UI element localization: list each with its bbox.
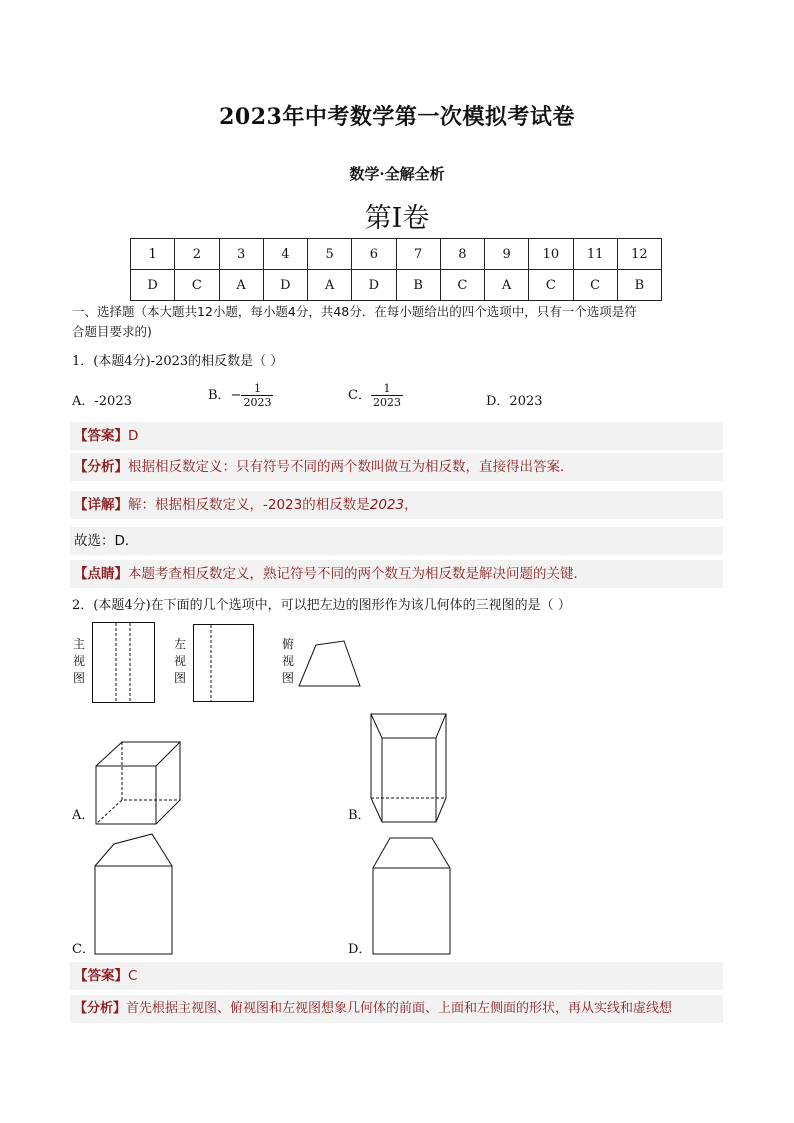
table-cell: 9 — [485, 239, 529, 270]
fraction-numerator: 1 — [253, 382, 261, 395]
table-cell: 6 — [352, 239, 396, 270]
table-cell: 12 — [617, 239, 661, 270]
fraction-denominator: 2023 — [243, 396, 272, 409]
comment-text: 本题考查相反数定义，熟记符号不同的两个数互为相反数是解决问题的关键． — [128, 566, 587, 582]
q1-option-c — [348, 382, 403, 409]
q1-detail — [74, 491, 418, 519]
option-d-figure — [372, 836, 452, 956]
label-char: 左 — [173, 637, 186, 651]
table-cell: 7 — [396, 239, 440, 270]
label-char: 图 — [72, 671, 85, 685]
label-char: 图 — [173, 671, 186, 685]
analysis-text: 首先根据主视图、俯视图和左视图想象几何体的前面、上面和左侧面的形状，再从实线和虚线想 — [126, 1001, 673, 1016]
page-subtitle: 数学·全解全析 — [349, 165, 445, 183]
table-cell: 8 — [440, 239, 484, 270]
analysis-tag: 【分析】 — [74, 1001, 127, 1016]
detail-end: ， — [404, 497, 418, 513]
table-cell: 1 — [131, 239, 175, 270]
q1-choice: 故选：D． — [74, 533, 139, 549]
q1-option-b — [208, 382, 273, 409]
q1-stem: 1．(本题4分)-2023的相反数是（ ） — [72, 354, 284, 369]
option-a-figure — [94, 740, 184, 826]
q2-answer-band — [70, 962, 723, 990]
q2-option-a-label: A． — [72, 808, 95, 823]
left-view-figure — [193, 624, 255, 704]
answer-value: D — [128, 428, 139, 444]
left-view-label — [173, 636, 187, 687]
table-cell: C — [440, 270, 484, 301]
table-cell: B — [396, 270, 440, 301]
q2-analysis — [74, 995, 672, 1023]
q1-choice-band — [70, 527, 723, 555]
table-cell: A — [485, 270, 529, 301]
label-char: 俯 — [281, 637, 294, 651]
table-cell: D — [131, 270, 175, 301]
q2-option-d-label: D． — [348, 942, 372, 957]
q2-option-c-label: C． — [72, 942, 95, 957]
q1-option-c-prefix: C． — [348, 388, 371, 403]
table-cell: 3 — [219, 239, 263, 270]
answer-value: C — [128, 968, 138, 984]
front-view-label — [72, 636, 86, 687]
table-cell: D — [352, 270, 396, 301]
table-cell: 2 — [175, 239, 219, 270]
analysis-text: 根据相反数定义：只有符号不同的两个数叫做互为相反数，直接得出答案． — [128, 459, 574, 475]
detail-tag: 【详解】 — [74, 497, 128, 513]
q1-analysis — [74, 453, 574, 481]
answer-table-answers-row — [131, 270, 662, 301]
q1-answer — [74, 422, 138, 450]
table-cell: A — [308, 270, 352, 301]
q1-option-a: A．-2023 — [72, 394, 132, 409]
detail-value: 2023 — [369, 497, 405, 513]
q1-comment — [74, 560, 587, 588]
table-cell: 11 — [573, 239, 617, 270]
option-b-figure — [370, 712, 450, 824]
detail-text: 解：根据相反数定义，-2023的相反数是 — [128, 497, 370, 513]
answer-tag: 【答案】 — [74, 428, 128, 444]
table-cell: 5 — [308, 239, 352, 270]
comment-tag: 【点睛】 — [74, 566, 128, 582]
label-char: 视 — [72, 654, 85, 668]
table-cell: C — [175, 270, 219, 301]
label-char: 视 — [173, 654, 186, 668]
answer-tag: 【答案】 — [74, 968, 128, 984]
front-view-figure — [92, 622, 156, 704]
page-title: 2023年中考数学第一次模拟考试卷 — [219, 104, 575, 130]
q1-option-c-fraction — [371, 382, 403, 409]
option-c-figure — [94, 832, 176, 956]
table-cell: B — [617, 270, 661, 301]
section-instructions-line1: 一、选择题（本大题共12小题，每小题4分，共48分．在每小题给出的四个选项中，只有一个选项是符 — [72, 304, 637, 319]
q1-answer-band — [70, 422, 723, 450]
volume-heading: 第I卷 — [364, 203, 430, 234]
table-cell: 10 — [529, 239, 573, 270]
q2-stem: 2．(本题4分)在下面的几个选项中，可以把左边的图形作为该几何体的三视图的是（ ） — [72, 598, 571, 613]
label-char: 图 — [281, 671, 294, 685]
q2-answer — [74, 962, 137, 990]
table-cell: A — [219, 270, 263, 301]
label-char: 主 — [72, 637, 85, 651]
q2-option-b-label: B． — [348, 808, 371, 823]
fraction-numerator: 1 — [383, 382, 391, 395]
table-cell: D — [263, 270, 307, 301]
table-cell: 4 — [263, 239, 307, 270]
table-cell: C — [573, 270, 617, 301]
fraction-denominator: 2023 — [372, 396, 401, 409]
table-cell: C — [529, 270, 573, 301]
answer-table-numbers-row — [131, 239, 662, 270]
answer-table — [130, 238, 662, 301]
analysis-tag: 【分析】 — [74, 459, 128, 475]
q1-option-b-fraction — [241, 382, 273, 409]
label-char: 视 — [281, 654, 294, 668]
section-instructions-line2: 合题目要求的) — [72, 324, 152, 339]
q1-option-b-prefix: B．− — [208, 388, 242, 403]
q1-option-d: D．2023 — [486, 394, 543, 409]
top-view-label — [281, 636, 295, 687]
section-instructions — [72, 302, 732, 342]
top-view-figure — [298, 640, 362, 688]
